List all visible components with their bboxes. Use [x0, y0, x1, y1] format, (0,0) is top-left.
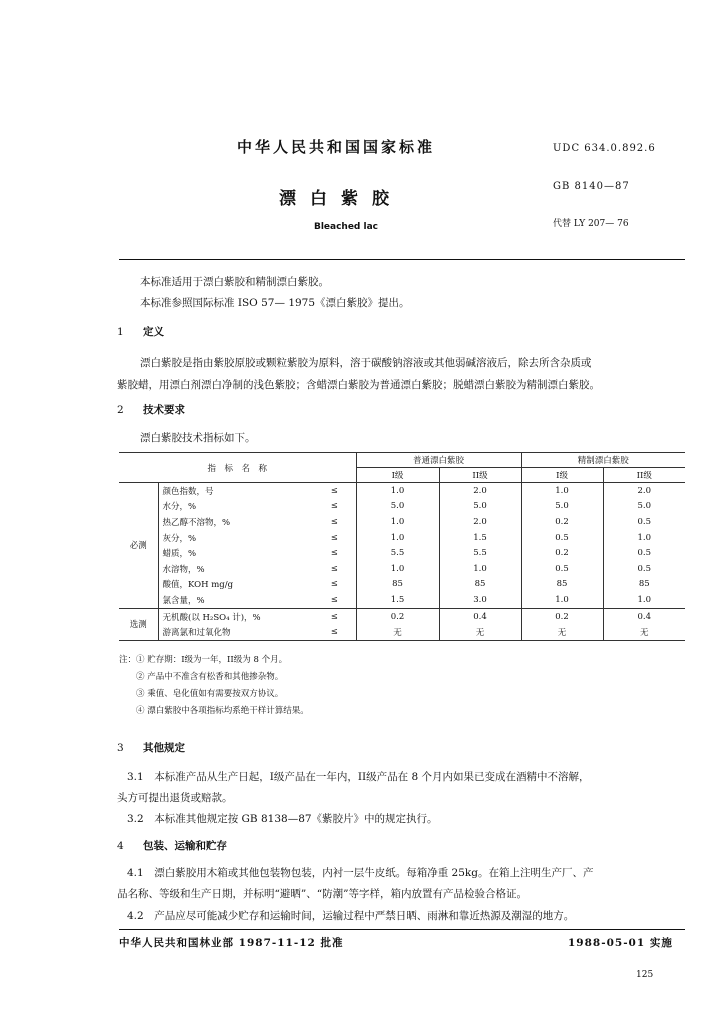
udc-code: UDC 634.0.892.6 — [553, 143, 656, 154]
value-cell: 2.0 — [603, 483, 685, 499]
section-4-heading — [117, 838, 227, 853]
section-1-number: 1 — [117, 326, 124, 338]
value-cell: 85 — [521, 577, 603, 593]
operator: ≤ — [330, 501, 338, 512]
value-cell: 1.0 — [603, 530, 685, 546]
document-title-english: Bleached lac — [313, 222, 379, 232]
section-1-heading — [117, 324, 164, 339]
value-cell: 0.2 — [521, 545, 603, 561]
value-cell: 0.4 — [439, 608, 521, 624]
value-cell: 1.0 — [356, 561, 439, 577]
value-cell: 2.0 — [439, 483, 521, 499]
table-note-1: 注：① 贮存期：I级为一年，II级为 8 个月。 — [119, 655, 288, 665]
table-header-refined: 精制漂白紫胶 — [521, 453, 685, 468]
table-header-grade-2: II级 — [603, 468, 685, 483]
value-cell: 5.5 — [439, 545, 521, 561]
approval-text: 中华人民共和国林业部 1987-11-12 批准 — [119, 937, 344, 949]
value-cell: 0.5 — [603, 561, 685, 577]
operator: ≤ — [330, 594, 338, 605]
replaces-code: 代替 LY 207— 76 — [553, 219, 629, 229]
operator: ≤ — [330, 532, 338, 543]
table-row — [119, 514, 685, 530]
value-cell: 无 — [521, 624, 603, 640]
value-cell: 5.0 — [521, 499, 603, 515]
value-cell: 0.2 — [521, 608, 603, 624]
table-row — [119, 545, 685, 561]
section-3-2: 3.2 本标准其他规定按 GB 8138—87《紫胶片》中的规定执行。 — [127, 813, 438, 825]
table-row — [119, 530, 685, 546]
section-3-1-line-2: 头方可提出退货或赔款。 — [117, 792, 233, 804]
value-cell: 0.2 — [356, 608, 439, 624]
indicator-name: 酸值，KOH mg/g — [162, 580, 234, 591]
indicator-name: 灰分，% — [162, 533, 197, 544]
value-cell: 无 — [439, 624, 521, 640]
section-4-1-line-1: 4.1 漂白紫胶用木箱或其他包装物包装，内衬一层牛皮纸。每箱净重 25kg。在箱上注明生产厂、产 — [127, 867, 594, 879]
group-required-label: 必测 — [119, 483, 158, 609]
section-4-2: 4.2 产品应尽可能减少贮存和运输时间，运输过程中严禁日晒、雨淋和靠近热源及潮湿的地方。 — [127, 910, 575, 922]
indicator-name: 游离氯和过氧化物 — [158, 624, 313, 640]
value-cell: 1.5 — [356, 592, 439, 608]
operator: ≤ — [330, 548, 338, 559]
value-cell: 85 — [356, 577, 439, 593]
value-cell: 1.0 — [439, 561, 521, 577]
value-cell: 0.5 — [521, 530, 603, 546]
value-cell: 1.0 — [521, 483, 603, 499]
section-2-title: 技术要求 — [143, 404, 185, 416]
operator: ≤ — [313, 608, 356, 624]
value-cell: 1.0 — [356, 530, 439, 546]
value-cell: 1.0 — [356, 483, 439, 499]
indicator-name: 无机酸(以 H₂SO₄ 计)，% — [158, 608, 313, 624]
indicator-name: 水分，% — [162, 502, 197, 513]
indicator-name: 蜡质，% — [162, 549, 197, 560]
value-cell: 1.0 — [356, 514, 439, 530]
intro-line-1: 本标准适用于漂白紫胶和精制漂白紫胶。 — [140, 276, 329, 288]
table-header-grade-2: II级 — [439, 468, 521, 483]
section-2-number: 2 — [117, 404, 124, 416]
operator: ≤ — [330, 579, 338, 590]
section-1-title: 定义 — [143, 326, 164, 338]
value-cell: 85 — [603, 577, 685, 593]
section-2-heading — [117, 402, 185, 417]
indicator-name: 颜色指数，号 — [162, 486, 214, 497]
value-cell: 0.5 — [521, 561, 603, 577]
intro-line-2: 本标准参照国际标准 ISO 57— 1975《漂白紫胶》提出。 — [140, 297, 410, 309]
table-header-ordinary: 普通漂白紫胶 — [356, 453, 521, 468]
table-header-grade-1: I级 — [356, 468, 439, 483]
section-3-number: 3 — [117, 742, 124, 754]
table-header-grade-1: I级 — [521, 468, 603, 483]
operator: ≤ — [330, 516, 338, 527]
section-3-title: 其他规定 — [143, 742, 185, 754]
document-title: 漂白紫胶 — [279, 189, 403, 209]
value-cell: 1.0 — [603, 592, 685, 608]
section-3-heading — [117, 740, 185, 755]
section-1-line-1: 漂白紫胶是指由紫胶原胶或颗粒紫胶为原料，溶于碳酸钠溶液或其他弱碱溶液后，除去所含杂质或 — [140, 357, 592, 369]
operator: ≤ — [330, 563, 338, 574]
value-cell: 无 — [603, 624, 685, 640]
table-row — [119, 561, 685, 577]
value-cell: 0.5 — [603, 545, 685, 561]
value-cell: 3.0 — [439, 592, 521, 608]
table-header-indicator: 指 标 名 称 — [119, 453, 356, 483]
value-cell: 2.0 — [439, 514, 521, 530]
table-row — [119, 592, 685, 608]
table-note-4: ④ 漂白紫胶中各项指标均系绝干样计算结果。 — [119, 706, 309, 716]
value-cell: 0.5 — [603, 514, 685, 530]
spec-table — [119, 452, 685, 641]
section-4-number: 4 — [117, 840, 124, 852]
indicator-name: 热乙醇不溶物，% — [162, 517, 231, 528]
section-2-line-1: 漂白紫胶技术指标如下。 — [140, 432, 256, 444]
effective-date: 1988-05-01 实施 — [568, 937, 673, 949]
value-cell: 5.0 — [603, 499, 685, 515]
section-4-1-line-2: 品名称、等级和生产日期，并标明“避晒”、“防潮”等字样，箱内放置有产品检验合格证。 — [117, 888, 527, 900]
table-note-2: ② 产品中不准含有松香和其他掺杂物。 — [119, 672, 284, 682]
value-cell: 5.5 — [356, 545, 439, 561]
indicator-name: 水溶物，% — [162, 564, 205, 575]
value-cell: 85 — [439, 577, 521, 593]
table-row — [119, 624, 685, 640]
value-cell: 5.0 — [439, 499, 521, 515]
table-row — [119, 499, 685, 515]
page-number: 125 — [636, 970, 654, 980]
section-1-line-2: 紫胶蜡，用漂白剂漂白净制的浅色紫胶；含蜡漂白紫胶为普通漂白紫胶；脱蜡漂白紫胶为精制漂白紫胶。 — [117, 379, 600, 391]
standard-heading: 中华人民共和国国家标准 — [236, 138, 435, 156]
table-row — [119, 483, 685, 499]
value-cell: 0.4 — [603, 608, 685, 624]
value-cell: 1.0 — [521, 592, 603, 608]
value-cell: 5.0 — [356, 499, 439, 515]
section-4-title: 包装、运输和贮存 — [143, 840, 227, 852]
gb-code: GB 8140—87 — [553, 181, 630, 192]
section-3-1-line-1: 3.1 本标准产品从生产日起，I级产品在一年内，II级产品在 8 个月内如果已变成在酒精中不溶解， — [127, 771, 590, 783]
operator: ≤ — [313, 624, 356, 640]
footer-divider — [119, 929, 685, 930]
indicator-name: 氯含量，% — [162, 595, 205, 606]
value-cell: 无 — [356, 624, 439, 640]
value-cell: 0.2 — [521, 514, 603, 530]
table-row — [119, 577, 685, 593]
group-optional-label: 选测 — [119, 608, 158, 640]
header-divider — [119, 259, 685, 260]
table-note-3: ③ 乘值、皂化值如有需要按双方协议。 — [119, 689, 284, 699]
value-cell: 1.5 — [439, 530, 521, 546]
table-row — [119, 608, 685, 624]
operator: ≤ — [330, 485, 338, 496]
